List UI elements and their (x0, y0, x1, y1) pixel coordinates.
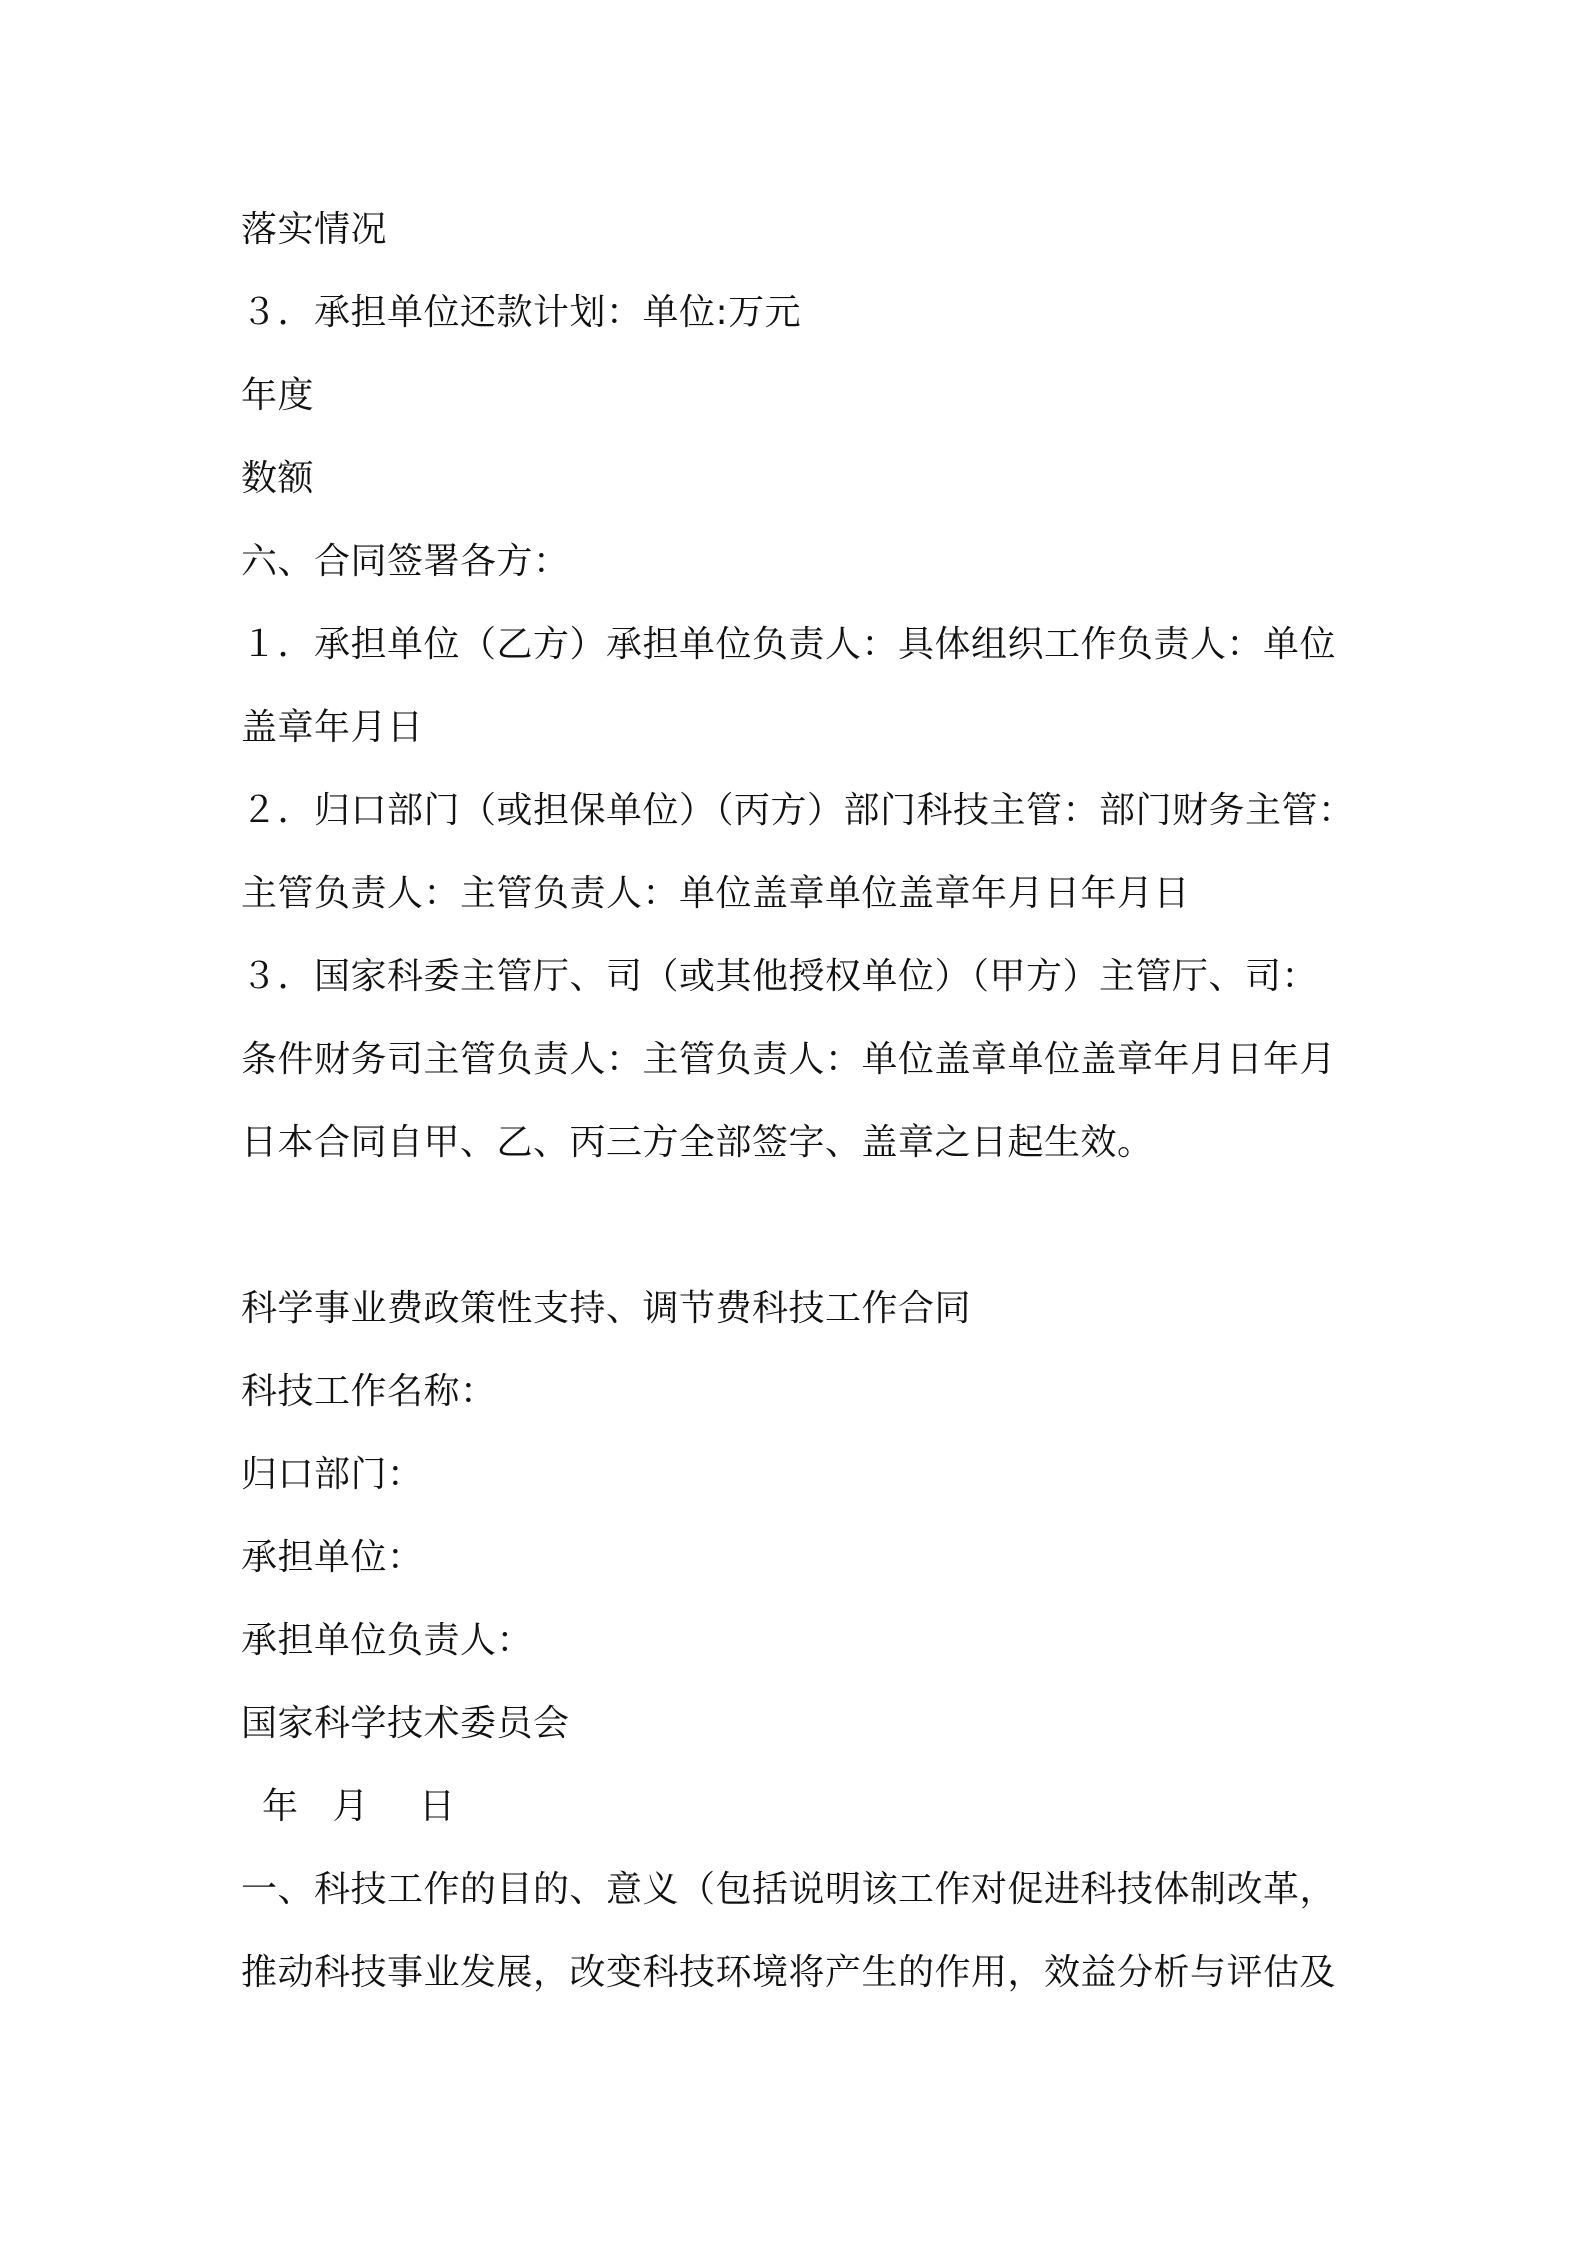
text-line-effective-clause: 日本合同自甲、乙、丙三方全部签字、盖章之日起生效。 (241, 1122, 1154, 1163)
text-line-party-a-seal: 条件财务司主管负责人：主管负责人：单位盖章单位盖章年月日年月 (241, 1039, 1337, 1080)
text-line-party-c-seal: 主管负责人：主管负责人：单位盖章单位盖章年月日年月日 (241, 873, 1191, 914)
date-year: 年 (262, 1786, 299, 1827)
text-line-party-a: ３．国家科委主管厅、司（或其他授权单位）（甲方）主管厅、司： (241, 956, 1319, 997)
field-label-department: 归口部门： (241, 1454, 424, 1495)
date-month: 月 (332, 1786, 370, 1827)
date-line (262, 1783, 456, 1831)
field-label-work-name: 科技工作名称： (241, 1371, 497, 1412)
section-heading-signing-parties: 六、合同签署各方： (241, 541, 570, 582)
text-line-party-c: ２．归口部门（或担保单位）（丙方）部门科技主管：部门财务主管： (241, 790, 1355, 831)
field-label-undertaking-unit: 承担单位： (241, 1537, 424, 1578)
field-label-unit-leader: 承担单位负责人： (241, 1620, 534, 1661)
text-line-party-b: １．承担单位（乙方）承担单位负责人：具体组织工作负责人：单位 (241, 624, 1337, 665)
text-line-party-b-seal: 盖章年月日 (241, 707, 424, 748)
section-heading-purpose: 一、科技工作的目的、意义（包括说明该工作对促进科技体制改革， (241, 1869, 1337, 1910)
text-line-year: 年度 (241, 375, 315, 416)
text-line-status: 落实情况 (241, 209, 388, 250)
issuer-name: 国家科学技术委员会 (241, 1703, 570, 1744)
contract-title: 科学事业费政策性支持、调节费科技工作合同 (241, 1288, 972, 1329)
text-line-repayment-plan: ３．承担单位还款计划：单位:万元 (241, 292, 802, 333)
date-day: 日 (419, 1786, 456, 1827)
text-line-purpose-detail: 推动科技事业发展，改变科技环境将产生的作用，效益分析与评估及 (241, 1952, 1337, 1993)
text-line-amount: 数额 (241, 458, 315, 499)
